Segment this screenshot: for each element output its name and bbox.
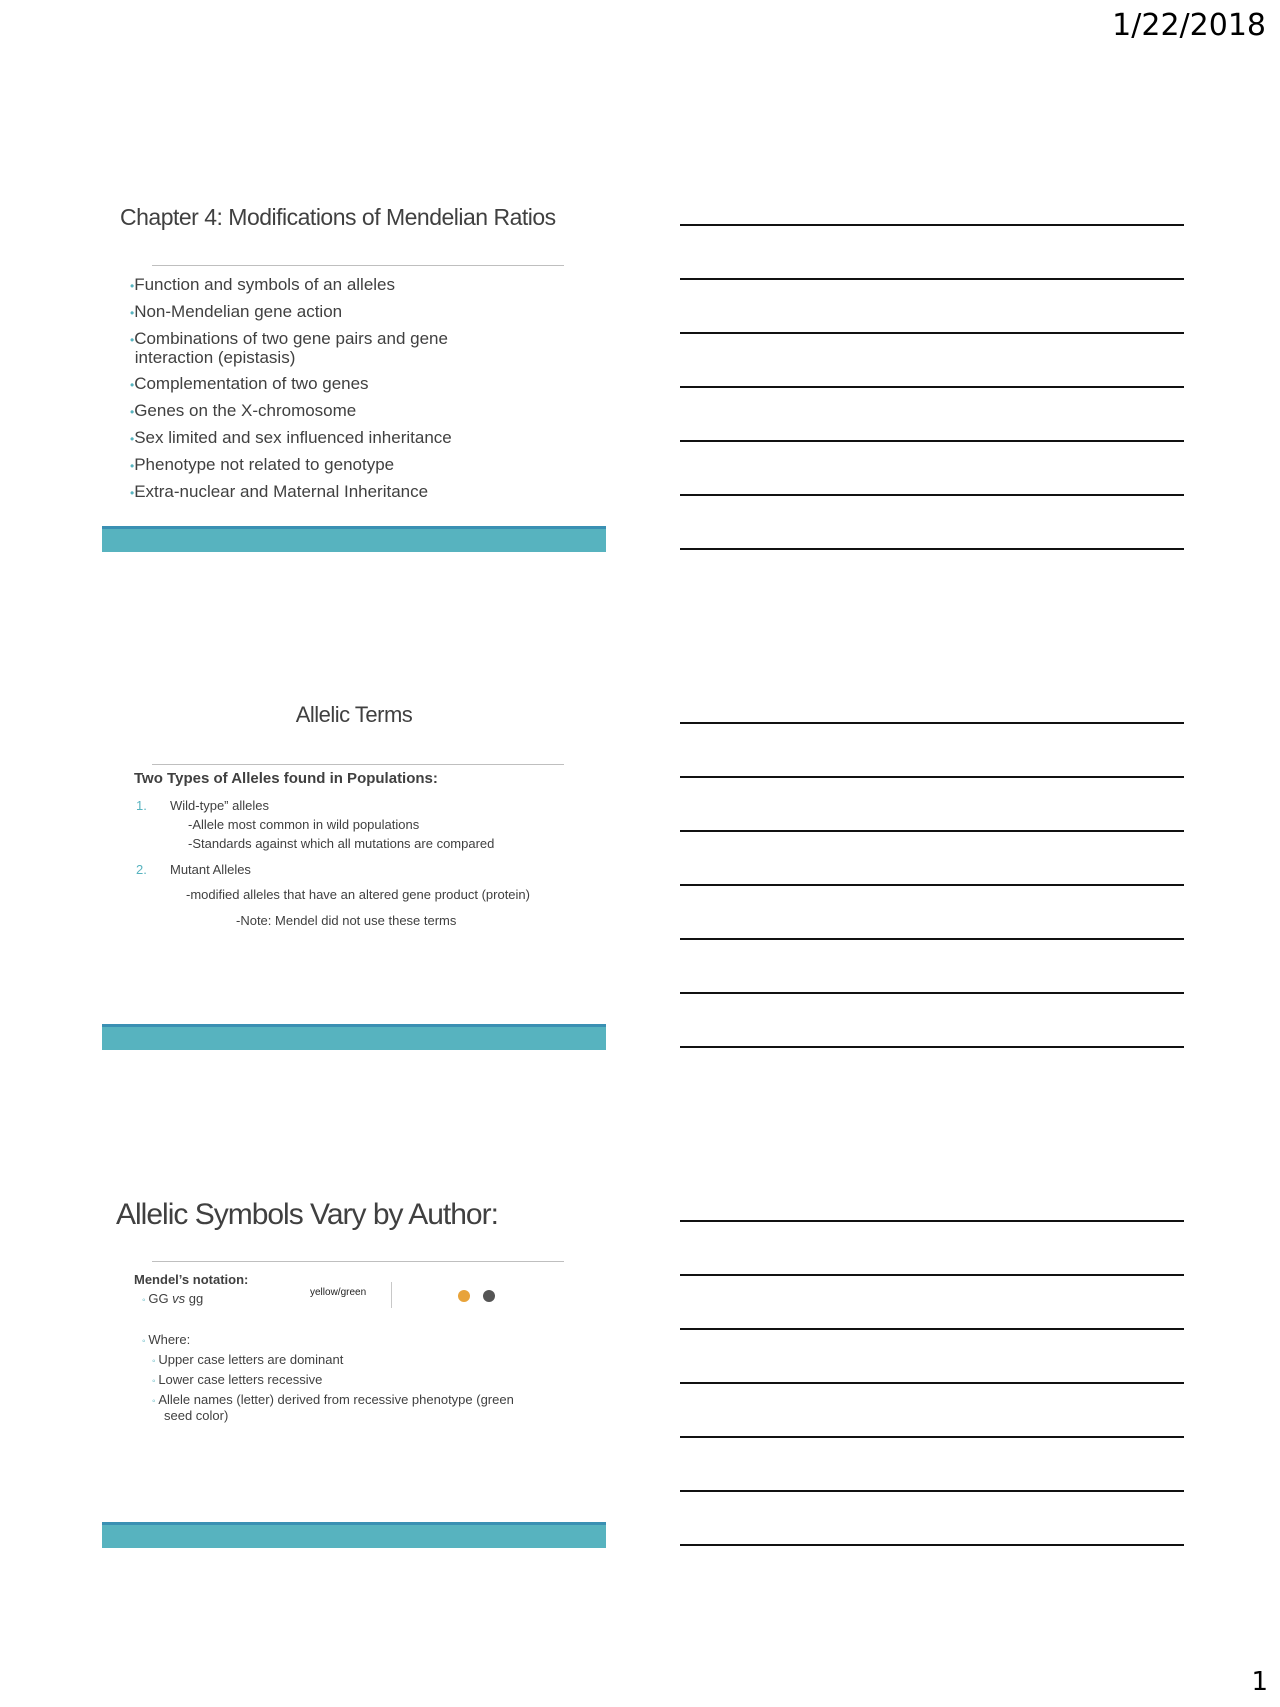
list-item: ◦ Allele names (letter) derived from recessive phenotype (green: [152, 1392, 514, 1407]
table-label: yellow/green: [310, 1287, 367, 1298]
note-line: [680, 494, 1184, 496]
slide-footer-bar: [102, 1522, 606, 1548]
note-line: [680, 992, 1184, 994]
list-item: •Complementation of two genes: [130, 374, 369, 393]
item-detail: -modified alleles that have an altered gene product (protein): [186, 887, 530, 902]
note-line: [680, 830, 1184, 832]
slide-2: [102, 698, 606, 1050]
note-line: [680, 278, 1184, 280]
bullet-icon: •: [130, 333, 135, 347]
item-detail: -Standards against which all mutations are compared: [188, 836, 495, 851]
list-item: •Extra-nuclear and Maternal Inheritance: [130, 482, 429, 501]
slide-title: Chapter 4: Modifications of Mendelian Ratios: [120, 204, 556, 230]
bullet-icon: •: [130, 432, 135, 446]
slide-title: Allelic Symbols Vary by Author:: [116, 1198, 498, 1231]
note-line: [680, 722, 1184, 724]
note-line: [680, 1544, 1184, 1546]
bullet-icon: ◦: [152, 1376, 159, 1387]
note-line: [680, 1436, 1184, 1438]
note-line: [680, 1220, 1184, 1222]
slide-subtitle: Two Types of Alleles found in Populations:: [134, 770, 438, 787]
list-item: •Combinations of two gene pairs and gene interaction (epistasis): [130, 329, 448, 367]
notation-label: Mendel’s notation:: [134, 1272, 249, 1287]
item-note: -Note: Mendel did not use these terms: [236, 913, 457, 928]
slide-footer-bar: [102, 526, 606, 552]
note-line: [680, 224, 1184, 226]
list-item: ◦ Lower case letters recessive: [152, 1372, 323, 1387]
bullet-icon: ◦: [152, 1356, 159, 1367]
page-number: 1: [1251, 1667, 1268, 1697]
slide-footer-bar: [102, 1024, 606, 1050]
note-line: [680, 386, 1184, 388]
note-line: [680, 938, 1184, 940]
slide-title: Allelic Terms: [295, 702, 413, 727]
list-item: •Sex limited and sex influenced inheritance: [130, 428, 452, 447]
title-divider: [152, 764, 564, 765]
note-line: [680, 1046, 1184, 1048]
print-date: 1/22/2018: [1112, 8, 1266, 43]
note-line: [680, 884, 1184, 886]
item-detail: -Allele most common in wild populations: [188, 817, 420, 832]
yellow-pea-icon: [458, 1290, 470, 1302]
item-number: 2.: [136, 862, 147, 877]
bullet-icon: ◦: [142, 1295, 149, 1306]
bullet-icon: •: [130, 378, 135, 392]
green-pea-icon: [483, 1290, 495, 1302]
slide-3: [102, 1196, 606, 1548]
table-divider: [391, 1282, 392, 1308]
topic-list: [130, 272, 452, 506]
item-heading: Wild-type” alleles: [170, 798, 269, 813]
bullet-icon: •: [130, 486, 135, 500]
list-item: •Non-Mendelian gene action: [130, 302, 343, 321]
note-line: [680, 1382, 1184, 1384]
title-divider: [152, 265, 564, 266]
list-item: •Genes on the X-chromosome: [130, 401, 357, 420]
bullet-icon: •: [130, 279, 135, 293]
list-item: ◦ Upper case letters are dominant: [152, 1352, 344, 1367]
note-line: [680, 548, 1184, 550]
list-item: •Phenotype not related to genotype: [130, 455, 395, 474]
where-label: ◦ Where:: [142, 1332, 191, 1347]
bullet-icon: •: [130, 306, 135, 320]
notation-example: ◦ GG vs gg: [142, 1291, 204, 1306]
item-heading: Mutant Alleles: [170, 862, 251, 877]
note-line: [680, 440, 1184, 442]
note-line: [680, 1328, 1184, 1330]
list-item-continuation: seed color): [164, 1408, 229, 1423]
bullet-icon: ◦: [142, 1336, 149, 1347]
note-line: [680, 1274, 1184, 1276]
title-divider: [152, 1261, 564, 1262]
slide-1: [102, 200, 606, 552]
item-number: 1.: [136, 798, 147, 813]
note-line: [680, 776, 1184, 778]
note-line: [680, 1490, 1184, 1492]
bullet-icon: •: [130, 405, 135, 419]
bullet-icon: •: [130, 459, 135, 473]
bullet-icon: ◦: [152, 1396, 159, 1407]
note-line: [680, 332, 1184, 334]
list-item: •Function and symbols of an alleles: [130, 275, 396, 294]
